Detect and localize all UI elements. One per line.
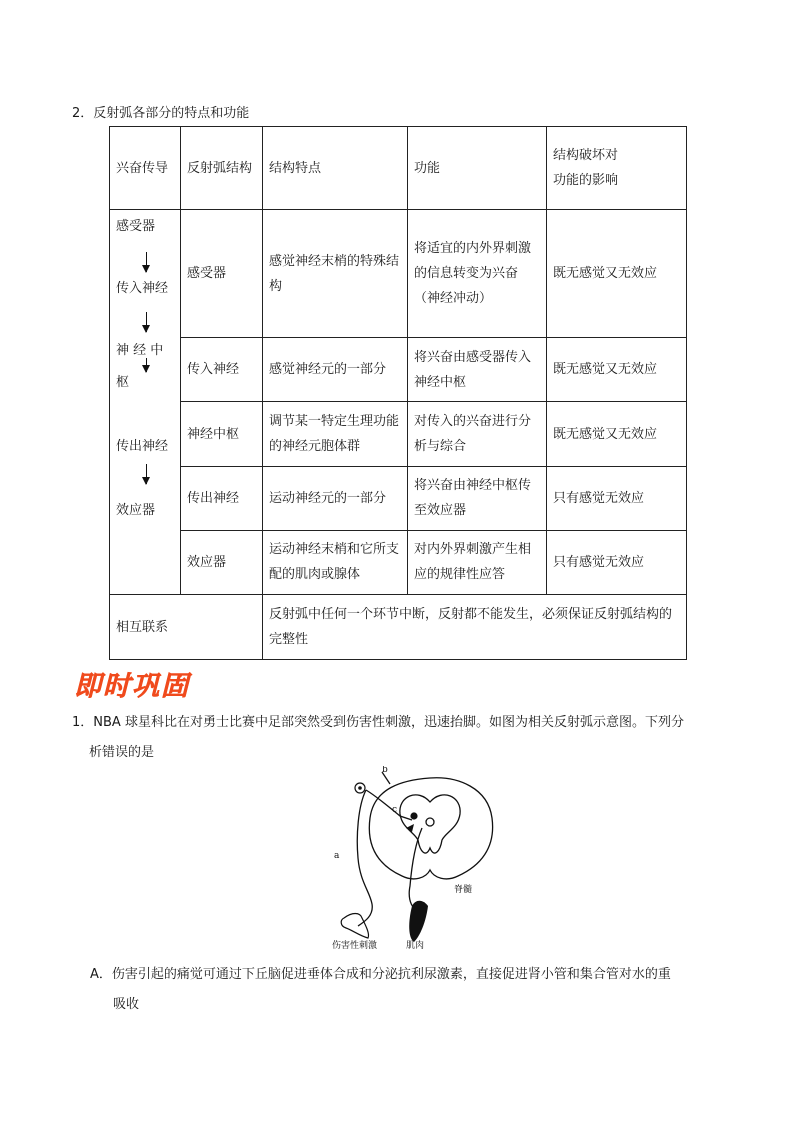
down-arrow-icon	[146, 252, 147, 272]
damage-cell: 既无感觉又无效应	[547, 338, 687, 402]
table-row	[110, 402, 687, 466]
relation-text: 反射弧中任何一个环节中断，反射都不能发生，必须保证反射弧结构的完整性	[263, 595, 687, 660]
option-a-line	[90, 960, 725, 990]
question-line-2: 析错误的是	[89, 745, 155, 760]
structure-cell: 传出神经	[181, 466, 263, 530]
option-a-label: A．	[90, 967, 112, 982]
header-cell	[547, 127, 687, 210]
structure-cell: 神经中枢	[181, 402, 263, 466]
section-banner: 即时巩固	[74, 671, 190, 702]
table-row	[110, 466, 687, 530]
structure-cell: 效应器	[181, 530, 263, 594]
flow-node: 神 经 中	[116, 343, 164, 358]
flow-node: 枢	[116, 375, 130, 390]
question-line	[72, 708, 722, 738]
structure-cell: 传入神经	[181, 338, 263, 402]
down-arrow-icon	[146, 312, 147, 332]
table-header-row	[110, 127, 687, 210]
function-cell: 将兴奋由神经中枢传至效应器	[408, 466, 547, 530]
header-line: 结构破坏对	[553, 148, 619, 163]
header-cell: 兴奋传导	[110, 127, 181, 210]
table-row	[110, 338, 687, 402]
gray-matter	[400, 795, 460, 853]
label-muscle: 肌肉	[406, 941, 425, 951]
feature-cell: 调节某一特定生理功能的神经元胞体群	[263, 402, 408, 466]
label-spine: 脊髓	[454, 885, 473, 895]
function-cell: 对内外界刺激产生相应的规律性应答	[408, 530, 547, 594]
option-a-text: 伤害引起的痛觉可通过下丘脑促进垂体合成和分泌抗利尿激素，直接促进肾小管和集合管对水的重	[111, 967, 671, 982]
sensory-neuron-a	[357, 790, 372, 926]
down-arrow-icon	[146, 358, 147, 372]
feature-cell: 感觉神经元的一部分	[263, 338, 408, 402]
flow-cell	[110, 210, 181, 595]
flow-node: 感受器	[116, 219, 156, 234]
reflex-arc-table	[109, 126, 687, 660]
relation-label: 相互联系	[110, 595, 263, 660]
down-arrow-icon	[146, 464, 147, 484]
feature-cell: 感觉神经末梢的特殊结构	[263, 210, 408, 338]
damage-cell: 只有感觉无效应	[547, 530, 687, 594]
table-row	[110, 530, 687, 594]
option-a-line-2: 吸收	[113, 997, 140, 1012]
label-b: b	[382, 766, 388, 775]
function-cell: 对传入的兴奋进行分析与综合	[408, 402, 547, 466]
relation-row	[110, 595, 687, 660]
question-number: 1．	[72, 715, 94, 730]
spinal-cord-outline	[369, 778, 492, 879]
damage-cell: 只有感觉无效应	[547, 466, 687, 530]
question-text: NBA 球星科比在对勇士比赛中足部突然受到伤害性刺激，迅速抬脚。如图为相关反射弧示意图。下列分	[93, 715, 684, 730]
label-a: a	[334, 851, 340, 861]
header-line: 功能的影响	[553, 173, 619, 188]
function-cell: 将适宜的内外界刺激的信息转变为兴奋（神经冲动）	[408, 210, 547, 338]
reflex-arc-figure	[330, 766, 505, 952]
function-cell: 将兴奋由感受器传入神经中枢	[408, 338, 547, 402]
section-number: 2．	[72, 106, 94, 121]
conduction-flow	[116, 210, 174, 594]
flow-node: 效应器	[116, 503, 156, 518]
feature-cell: 运动神经末梢和它所支配的肌肉或腺体	[263, 530, 408, 594]
flow-node: 传入神经	[116, 281, 169, 296]
option-a	[90, 960, 725, 1020]
table-row	[110, 210, 687, 338]
foot-shape	[341, 914, 368, 939]
damage-cell: 既无感觉又无效应	[547, 402, 687, 466]
section-title: 反射弧各部分的特点和功能	[93, 106, 250, 121]
flow-node: 传出神经	[116, 439, 169, 454]
question-1	[72, 708, 722, 768]
header-cell: 功能	[408, 127, 547, 210]
feature-cell: 运动神经元的一部分	[263, 466, 408, 530]
header-cell: 反射弧结构	[181, 127, 263, 210]
section-heading	[72, 102, 249, 121]
muscle-shape	[409, 901, 428, 942]
label-c: c	[392, 805, 398, 815]
motor-neuron	[409, 828, 422, 908]
label-stimulus: 伤害性刺激	[332, 941, 378, 951]
structure-cell: 感受器	[181, 210, 263, 338]
damage-cell: 既无感觉又无效应	[547, 210, 687, 338]
header-cell: 结构特点	[263, 127, 408, 210]
